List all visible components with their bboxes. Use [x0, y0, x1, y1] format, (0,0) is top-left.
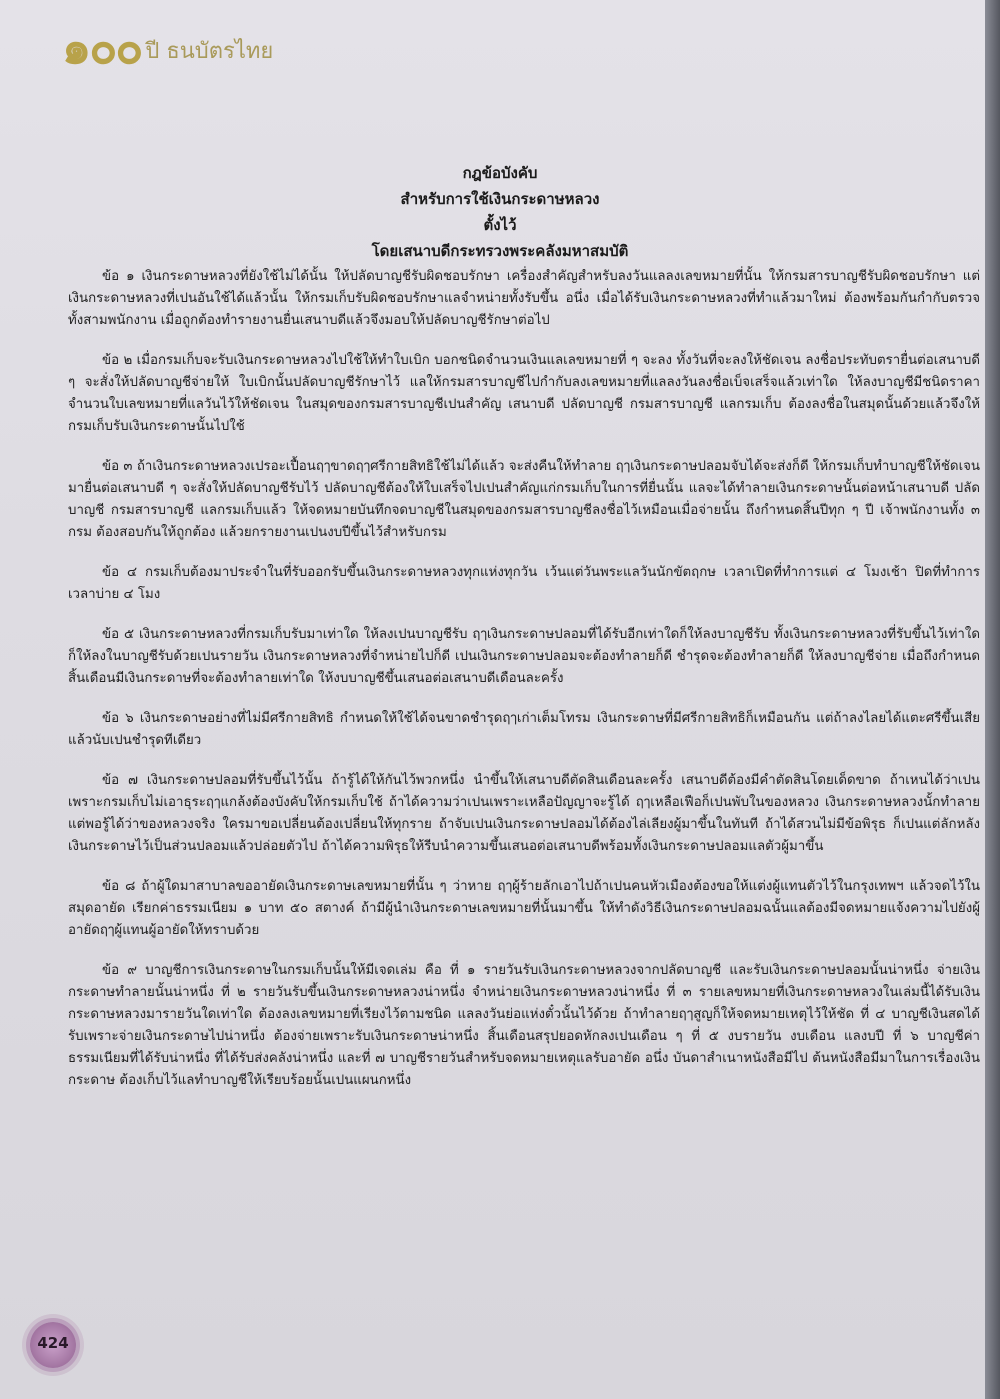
article-6: ข้อ ๖ เงินกระดาษอย่างที่ไม่มีศรีกายสิทธิ กำหนดให้ใช้ได้จนขาดชำรุดฤๅเก่าเต็มโทรม เงินกระดาษที่มีศรีกายสิทธิก็เหมือนกัน แต่ถ้าลงไลยได้แตะศรีขึ้นเสียแล้วนับเปนชำรุดทีเดียว — [68, 711, 980, 748]
page-edge-shadow — [985, 0, 1000, 1399]
title-line-3: ตั้งไว้ — [483, 216, 517, 234]
title-line-4: โดยเสนาบดีกระทรวงพระคลังมหาสมบัติ — [371, 242, 629, 260]
regulation-body — [68, 266, 980, 1110]
article-4: ข้อ ๔ กรมเก็บต้องมาประจำในที่รับออกรับขึ้นเงินกระดาษหลวงทุกแห่งทุกวัน เว้นแต่วันพระแลวันนักขัตฤกษ เวลาเปิดที่ทำการแต่ ๔ โมงเช้า ปิดที่ทำการเวลาบ่าย ๔ โมง — [68, 565, 980, 602]
article-2: ข้อ ๒ เมื่อกรมเก็บจะรับเงินกระดาษหลวงไปใช้ให้ทำใบเบิก บอกชนิดจำนวนเงินแลเลขหมายที่ ๆ จะลง ทั้งวันที่จะลงให้ชัดเจน ลงชื่อประทับตรายื่นต่อเสนาบดี ๆ จะสั่งให้ปลัดบาญชีจ่ายให้ ใบเบิกนั้นปลัดบาญชีรักษาไว้ แลให้กรมสารบาญชีไปกำกับลงเลขหมายที่แลลงวันลงชื่อเบ็จเสร็จแล้วเท่าใด ให้ลงบาญชีมีชนิดราคาจำนวนใบเลขหมายที่แลวันไว้ให้ชัดเจน ในสมุดของกรมสารบาญชีเปนสำคัญ เสนาบดี ปลัดบาญชี กรมสารบาญชี แลกรมเก็บ ต้องลงชื่อในสมุดนั้นด้วยแล้วจึงให้กรมเก็บรับเงินกระดาษนั้นไปใช้ — [68, 353, 980, 434]
article-1: ข้อ ๑ เงินกระดาษหลวงที่ยังใช้ไม่ได้นั้น ให้ปลัดบาญชีรับผิดชอบรักษา เครื่องสำคัญสำหรับลงวันแลลงเลขหมายที่นั้น ให้กรมสารบาญชีรับผิดชอบรักษา แต่เงินกระดาษหลวงที่เปนอันใช้ได้แล้วนั้น ให้กรมเก็บรับผิดชอบรักษาแลจำหน่ายทั้งรับขึ้น อนึ่ง เมื่อได้รับเงินกระดาษหลวงที่ทำแล้วมาใหม่ ต้องพร้อมกันกำกับตรวจทั้งสามพนักงาน เมื่อถูกต้องทำรายงานยื่นเสนาบดีแล้วจึงมอบให้ปลัดบาญชีรักษาต่อไป — [68, 269, 980, 328]
article-3: ข้อ ๓ ถ้าเงินกระดาษหลวงเปรอะเปื้อนฤๅขาดฤๅศรีกายสิทธิใช้ไม่ได้แล้ว จะส่งคืนให้ทำลาย ฤๅเงินกระดาษปลอมจับได้จะส่งก็ดี ให้กรมเก็บทำบาญชีให้ชัดเจน มายื่นต่อเสนาบดี ๆ จะสั่งให้ปลัดบาญชีรับไว้ ปลัดบาญชีต้องให้ใบเสร็จไปเปนสำคัญแก่กรมเก็บในการที่ยื่นนั้น แลจะได้ทำลายเงินกระดาษนั้นต่อหน้าเสนาบดี ปลัดบาญชี กรมสารบาญชี แลกรมเก็บแล้ว ให้จดหมายบันทึกจดบาญชีในสมุดของกรมสารบาญชีลงชื่อไว้เหมือนเมื่อจ่ายนั้น ถึงกำหนดสิ้นปีทุก ๆ ปี เจ้าพนักงานทั้ง ๓ กรม ต้องสอบกันให้ถูกต้อง แล้วยกรายงานเปนงบปีขึ้นไว้สำหรับกรม — [68, 459, 980, 540]
page-number: 424 — [37, 1334, 69, 1352]
header-logo-title: ปี ธนบัตรไทย — [145, 39, 274, 64]
book-header — [62, 22, 273, 72]
title-line-1: กฎข้อบังคับ — [462, 164, 538, 182]
document-title — [250, 160, 750, 264]
article-9: ข้อ ๙ บาญชีการเงินกระดาษในกรมเก็บนั้นให้มีเจดเล่ม คือ ที่ ๑ รายวันรับเงินกระดาษหลวงจากปลัดบาญชี และรับเงินกระดาษปลอมนั้นน่าหนึ่ง จ่ายเงินกระดาษทำลายนั้นน่าหนึ่ง ที่ ๒ รายวันรับขึ้นเงินกระดาษหลวงน่าหนึ่ง จำหน่ายเงินกระดาษหลวงน่าหนึ่ง ที่ ๓ รายเลขหมายที่เงินกระดาษหลวงในเล่มนี้ได้รับเงินกระดาษหลวงมารายวันใดเท่าใด ต้องลงเลขหมายที่เรียงไว้ตามชนิด แลลงวันย่อแห่งตั๋วนั้นไว้ด้วย ถ้าทำลายฤๅสูญก็ให้จดหมายเหตุไว้ให้ชัด ที่ ๔ บาญชีเงินสดได้รับเพราะจ่ายเงินกระดาษไปน่าหนึ่ง ต้องจ่ายเพราะรับเงินกระดาษน่าหนึ่ง สิ้นเดือนสรุปยอดหักลงเปนเดือน ๆ ที่ ๕ งบรายวัน งบเดือน แลงบปี ที่ ๖ บาญชีค่าธรรมเนียมที่ได้รับน่าหนึ่ง ที่ได้รับส่งคลังน่าหนึ่ง และที่ ๗ บาญชีรายวันสำหรับจดหมายเหตุแลรับอายัด อนึ่ง บันดาสำเนาหนังสือมีไป ต้นหนังสือมีมาในการเรื่องเงินกระดาษ ต้องเก็บไว้แลทำบาญชีให้เรียบร้อยนั้นเปนแผนกหนึ่ง — [68, 963, 980, 1088]
article-5: ข้อ ๕ เงินกระดาษหลวงที่กรมเก็บรับมาเท่าใด ให้ลงเปนบาญชีรับ ฤๅเงินกระดาษปลอมที่ได้รับอีกเท่าใดก็ให้ลงบาญชีรับ ทั้งเงินกระดาษหลวงที่รับขึ้นไว้เท่าใด ก็ให้ลงในบาญชีรับด้วยเปนรายวัน เงินกระดาษหลวงที่จำหน่ายไปก็ดี เปนเงินกระดาษปลอมจะต้องทำลายก็ดี ชำรุดจะต้องทำลายก็ดี ให้ลงบาญชีจ่าย เมื่อถึงกำหนดสิ้นเดือนมีเงินกระดาษที่จะต้องทำลายเท่าใด ให้งบบาญชีขึ้นเสนอต่อเสนาบดีเดือนละครั้ง — [68, 627, 980, 686]
article-7: ข้อ ๗ เงินกระดาษปลอมที่รับขึ้นไว้นั้น ถ้ารู้ได้ให้กันไว้พวกหนึ่ง นำขึ้นให้เสนาบดีตัดสินเดือนละครั้ง เสนาบดีต้องมีคำตัดสินโดยเด็ดขาด ถ้าเหนได้ว่าเปนเพราะกรมเก็บไม่เอาธุระฤๅแกล้งต้องบังคับให้กรมเก็บใช้ ถ้าได้ความว่าเปนเพราะเหลือปัญญาจะรู้ได้ ฤๅเหลือเฟือก็เปนพับในของหลวง เงินกระดาษหลวงนั้กทำลาย แต่พอรู้ได้ว่าของหลวงจริง ใครมาขอเปลี่ยนต้องเปลี่ยนให้ทุกราย ถ้าจับเปนเงินกระดาษปลอมได้ต้องไล่เลียงผู้มาขึ้นในทันที ถ้าได้สวนไม่มีข้อพิรุธ ก็เปนแต่ลักหลังเงินกระดาษไว้เป็นส่วนปลอมแล้วปล่อยตัวไป ถ้าได้ความพิรุธให้รีบนำความขึ้นเสนอต่อเสนาบดีพร้อมทั้งเงินกระดาษปลอมแลตัวผู้มาขึ้น — [68, 773, 980, 854]
article-8: ข้อ ๘ ถ้าผู้ใดมาสาบาลขออายัดเงินกระดาษเลขหมายที่นั้น ๆ ว่าหาย ฤๅผู้ร้ายลักเอาไปถ้าเปนคนหัวเมืองต้องขอให้แต่งผู้แทนตัวไว้ในกรุงเทพฯ แล้วจดไว้ในสมุดอายัด เรียกค่าธรรมเนียม ๑ บาท ๕๐ สตางค์ ถ้ามีผู้นำเงินกระดาษเลขหมายที่นั้นมาขึ้น ให้ทำดังวิธีเงินกระดาษปลอมฉนั้นแลต้องมีจดหมายแจ้งความไปยังผู้อายัดฤๅผู้แทนผู้อายัดให้ทราบด้วย — [68, 879, 980, 938]
header-logo-number: ๑๐๐ — [62, 20, 142, 74]
title-line-2: สำหรับการใช้เงินกระดาษหลวง — [400, 190, 600, 208]
